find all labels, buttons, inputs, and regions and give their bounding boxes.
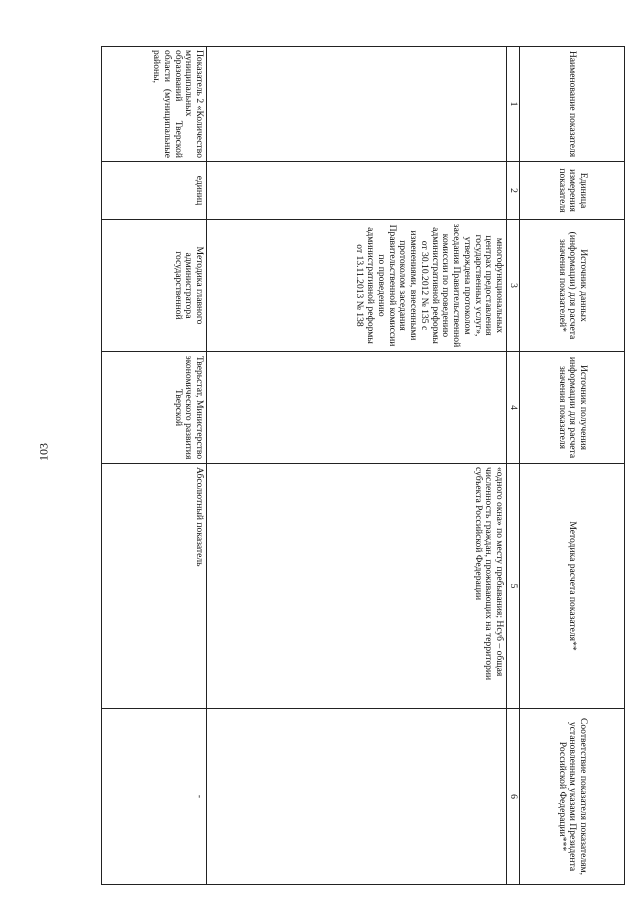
column-number-row [507,47,520,885]
cell-data-source: Методика главного администратора государственной [102,220,207,352]
header-unit: Единица измерения показателя [520,162,625,220]
header-indicator-name: Наименование показателя [520,47,625,162]
cell-method: Абсолютный показатель [102,464,207,709]
cell-indicator-name: Показатель 2 «Количество муниципальных образований Тверской области (муниципальные районы, [102,47,207,162]
header-conformity: Соответствие показателя показателям, установленным указами Президента Российской Федерации*** [520,709,625,885]
cell-data-source: многофункциональных центрах предоставления государственных услуг», утверждена протоколом заседания Правительственной комиссии по проведению административной реформы от 30.10.2012 № 135 с изменениями, внесенными протоколом заседания Правительственной комиссии по проведению административной реформы от 13.11.2013 № 138 [207,220,507,352]
cell-unit [207,162,507,220]
header-data-source: Источник данных (информации) для расчета значения показателей* [520,220,625,352]
indicators-table [101,46,625,885]
column-number: 5 [507,464,520,709]
cell-info-source [207,352,507,464]
cell-indicator-name [207,47,507,162]
cell-info-source: Тверьстат, Министерство экономического развития Тверской [102,352,207,464]
header-method: Методика расчета показателя** [520,464,625,709]
table-row [207,47,507,885]
cell-method: «одного окна» по месту пребывания; Нсуб – общая численность граждан, проживающих на территории субъекта Российской Федерации [207,464,507,709]
page-number: 103 [36,443,51,461]
table-row [102,47,207,885]
cell-unit: единиц [102,162,207,220]
header-row [520,47,625,885]
column-number: 2 [507,162,520,220]
rotated-table-container [95,46,625,884]
column-number: 6 [507,709,520,885]
header-info-source: Источник получения информации для расчета значения показателя [520,352,625,464]
column-number: 1 [507,47,520,162]
column-number: 4 [507,352,520,464]
column-number: 3 [507,220,520,352]
cell-conformity [207,709,507,885]
cell-conformity: - [102,709,207,885]
